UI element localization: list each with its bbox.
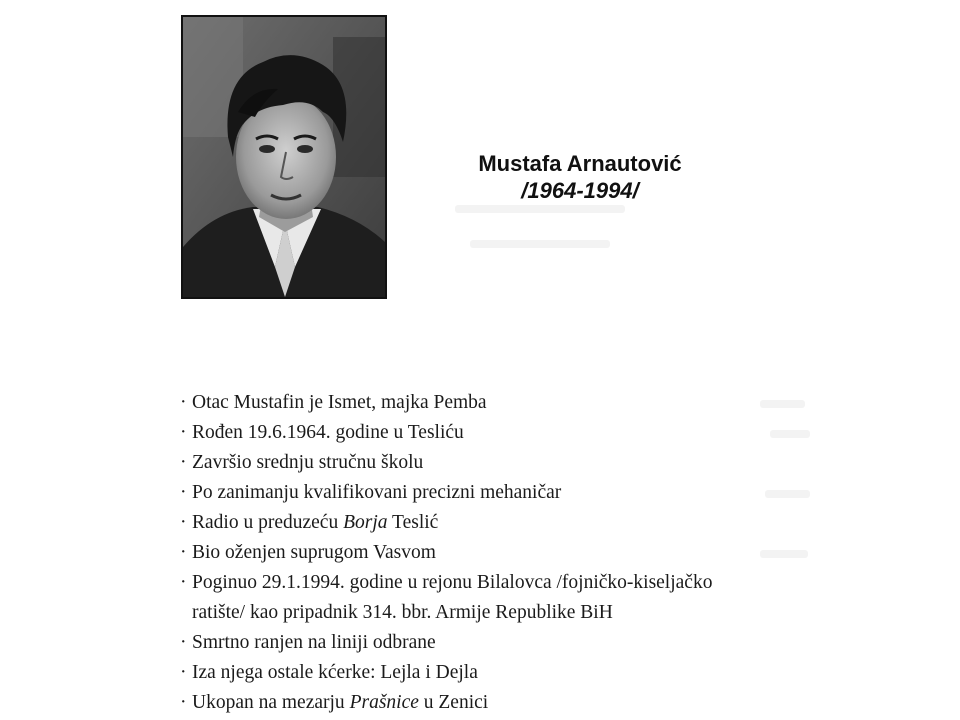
fact-text: Iza njega ostale kćerke: Lejla i Dejla	[192, 662, 478, 683]
person-name: Mustafa Arnautović	[478, 151, 682, 176]
bullet: ·	[180, 692, 187, 713]
bullet: ·	[180, 422, 187, 443]
biography-facts-list	[180, 388, 800, 718]
fact-text: Teslić	[387, 512, 439, 533]
list-item	[180, 658, 800, 688]
fact-text-continued: ratište/ kao pripadnik 314. bbr. Armije Republike BiH	[192, 602, 613, 623]
bleed-through-mark	[470, 240, 610, 248]
bullet: ·	[180, 452, 187, 473]
list-item	[180, 478, 800, 508]
fact-text: Po zanimanju kvalifikovani precizni mehaničar	[192, 482, 562, 503]
bullet: ·	[180, 512, 187, 533]
list-item	[180, 688, 800, 718]
person-years: /1964-1994/	[521, 178, 639, 203]
fact-text: Bio oženjen suprugom Vasvom	[192, 542, 436, 563]
bullet: ·	[180, 482, 187, 503]
bullet: ·	[180, 662, 187, 683]
list-item	[180, 448, 800, 478]
bullet: ·	[180, 392, 187, 413]
fact-text: Radio u preduzeću	[192, 512, 344, 533]
fact-text: Smrtno ranjen na liniji odbrane	[192, 632, 436, 653]
list-item	[180, 418, 800, 448]
fact-text: Završio srednju stručnu školu	[192, 452, 424, 473]
list-item	[180, 568, 800, 628]
name-block	[440, 150, 720, 204]
fact-text: Poginuo 29.1.1994. godine u rejonu Bilalovca /fojničko-kiseljačko	[192, 572, 713, 593]
bullet: ·	[180, 632, 187, 653]
bleed-through-mark	[455, 205, 625, 213]
fact-text: Ukopan na mezarju	[192, 692, 350, 713]
portrait-photo	[181, 15, 387, 299]
fact-text: Rođen 19.6.1964. godine u Tesliću	[192, 422, 464, 443]
fact-text: Otac Mustafin je Ismet, majka Pemba	[192, 392, 487, 413]
list-item	[180, 538, 800, 568]
portrait-photo-icon	[183, 17, 385, 297]
list-item	[180, 388, 800, 418]
bullet: ·	[180, 572, 187, 593]
bullet: ·	[180, 542, 187, 563]
cemetery-name: Prašnice	[349, 692, 419, 713]
company-name: Borja	[343, 512, 388, 533]
list-item	[180, 628, 800, 658]
fact-text: u Zenici	[418, 692, 489, 713]
list-item	[180, 508, 800, 538]
